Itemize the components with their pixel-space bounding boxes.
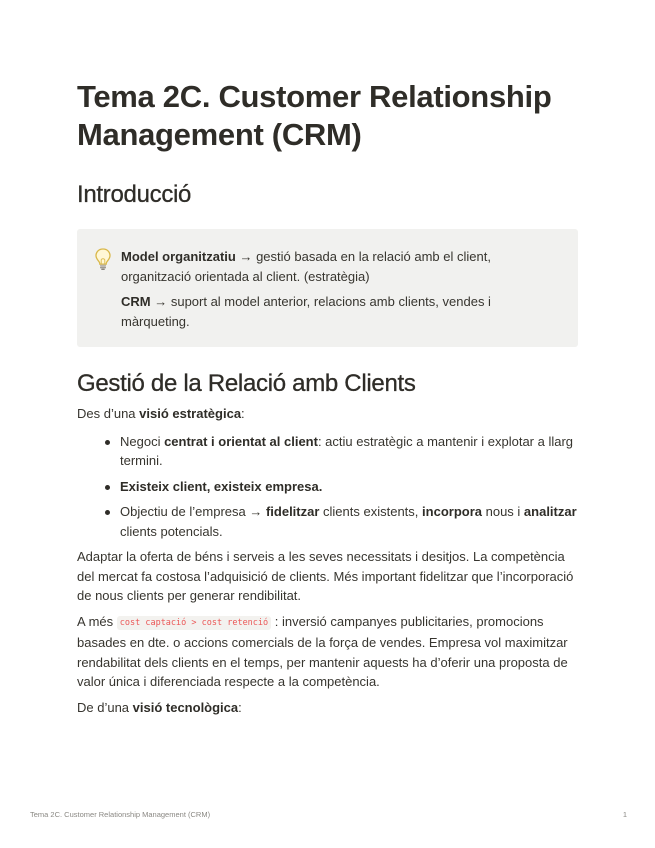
callout-text-crm: → suport al model anterior, relacions amb clients, vendes i màrqueting. [121,294,491,329]
strategic-pre: Des d’una [77,406,140,421]
page-number: 1 [622,810,627,819]
callout-text-model: → gestió basada en la relació amb el client, organització orientada al client. (estratègia) [121,249,491,284]
strategic-intro [77,404,578,424]
tech-post: : [238,699,242,715]
callout-body [121,247,562,331]
callout-paragraph-model [121,247,562,286]
bullet-dot [105,485,110,490]
callout-box [77,229,578,347]
document-page [77,78,578,717]
page-title: Tema 2C. Customer Relationship Management (CRM) [77,79,552,152]
list-item [120,502,578,541]
list-item [120,477,578,497]
bullet-text: clients existents, [319,504,423,519]
list-item [120,432,578,471]
cost-post: : inversió campanyes publicitaries, promocions basades en dte. o accions comercials de la força de vendes. Empresa vol maximitzar rendabilitat dels clients en el temps, per mantenir aquests ha d’oferir una proposta de valor única i diferenciada respecte a la competència. [77,613,568,689]
bullet-text: : actiu estratègic a mantenir i explotar a llarg termini. [120,433,574,468]
bullet-text: Objectiu de l’empresa → [120,504,266,519]
section-heading: Gestió de la Relació amb Clients [77,370,416,397]
bullet-bold: analitzar [523,504,577,519]
footer-title: Tema 2C. Customer Relationship Management (CRM) [30,810,211,819]
inline-code: cost captació > cost retenció [117,616,271,630]
strategic-post: : [241,406,245,421]
paragraph-adapt: Adaptar la oferta de béns i serveis a les seves necessitats i desitjos. La competència del mercat fa costosa l’adquisició de clients. Més important fidelitzar que l’incorporació de nous clients per generar rendibilitat. [77,549,574,603]
callout-paragraph-crm [121,292,562,331]
bullet-dot [105,510,110,515]
bullet-bold: centrat i orientat al client [164,433,318,449]
technological-intro [77,698,578,718]
strategic-bullet-list [77,432,578,542]
bullet-bold: Existeix client, existeix empresa. [120,478,323,494]
bullet-dot [105,440,110,445]
bullet-text: Negoci [120,433,165,449]
tech-bold: visió tecnològica [132,699,239,715]
paragraph-cost [77,612,578,692]
bullet-bold: incorpora [422,504,482,519]
tech-pre: De d’una [77,699,133,715]
bullet-bold: fidelitzar [265,504,320,519]
intro-heading: Introducció [77,181,192,208]
callout-term-crm: CRM [121,294,151,309]
cost-pre: A més [77,613,117,629]
bullet-text: nous i [482,504,524,519]
strategic-bold: visió estratègica [139,406,242,421]
lightbulb-icon [93,247,121,271]
callout-term-model: Model organitzatiu [121,249,236,264]
bullet-text: clients potencials. [120,523,223,539]
